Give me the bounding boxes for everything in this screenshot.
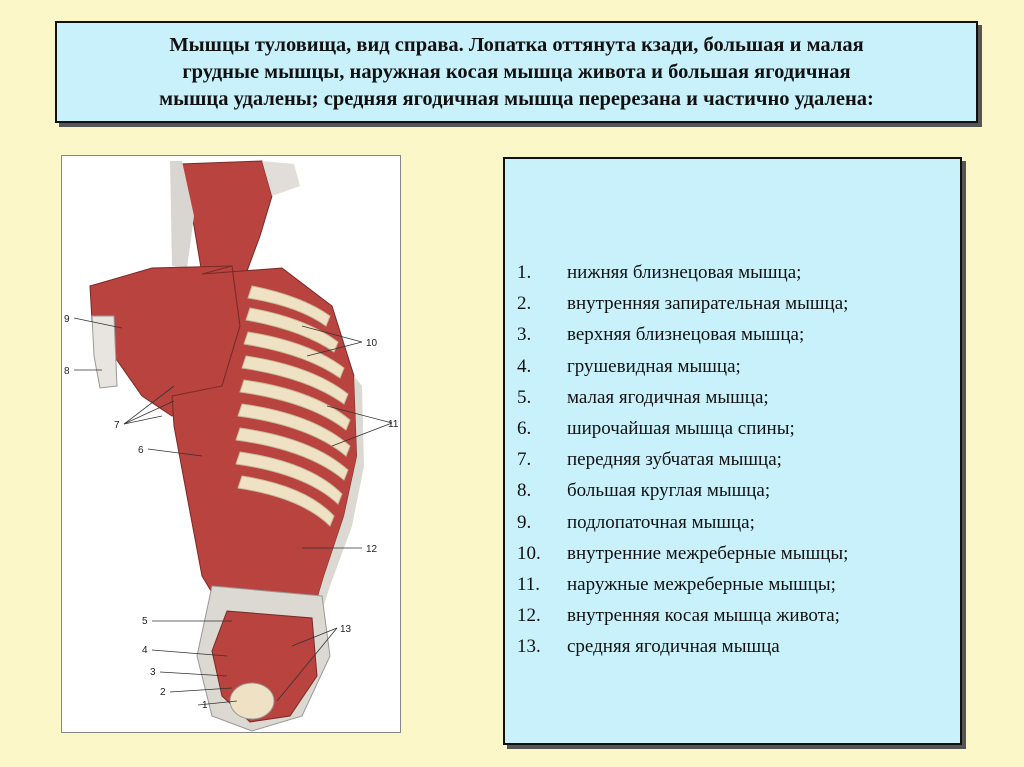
anatomy-drawing — [62, 156, 402, 734]
legend-box — [503, 157, 962, 745]
label-2: 2 — [160, 687, 166, 698]
legend-item — [517, 538, 848, 569]
legend-item — [517, 351, 848, 382]
legend-item — [517, 257, 848, 288]
label-4: 4 — [142, 645, 148, 656]
legend-number: 11. — [517, 574, 541, 596]
legend-item — [517, 600, 848, 631]
label-11: 11 — [388, 419, 399, 430]
legend-text: внутренние межреберные мышцы; — [567, 542, 849, 564]
legend-text: средняя ягодичная мышца — [567, 636, 780, 658]
legend-number: 1. — [517, 262, 532, 283]
legend-item — [517, 288, 848, 319]
humerus-stump — [92, 316, 117, 388]
legend-item — [517, 444, 848, 475]
legend-list — [517, 257, 848, 663]
label-6: 6 — [138, 445, 144, 456]
legend-item — [517, 413, 848, 444]
label-5: 5 — [142, 616, 148, 627]
slide-title-box — [55, 21, 978, 123]
legend-text: широчайшая мышца спины; — [567, 418, 795, 440]
neck-muscles — [180, 161, 272, 274]
label-13: 13 — [340, 624, 352, 635]
anatomy-illustration — [61, 155, 401, 733]
legend-item — [517, 569, 848, 600]
legend-text: верхняя близнецовая мышца; — [567, 324, 805, 346]
legend-text: нижняя близнецовая мышца; — [567, 262, 802, 283]
title-line-3: мышца удалены; средняя ягодичная мышца перерезана и частично удалена: — [159, 87, 874, 110]
legend-number: 8. — [517, 480, 532, 502]
legend-number: 5. — [517, 386, 532, 408]
label-1: 1 — [202, 700, 208, 711]
legend-number: 6. — [517, 418, 532, 440]
label-3: 3 — [150, 667, 156, 678]
legend-text: наружные межреберные мышцы; — [567, 574, 836, 596]
legend-number: 10. — [517, 542, 541, 564]
slide-title — [145, 32, 888, 113]
legend-item — [517, 631, 848, 662]
label-7: 7 — [114, 420, 120, 431]
title-line-2: грудные мышцы, наружная косая мышца живота и большая ягодичная — [182, 60, 851, 83]
legend-number: 9. — [517, 511, 532, 533]
legend-text: подлопаточная мышца; — [567, 511, 755, 533]
legend-number: 4. — [517, 355, 532, 377]
legend-item — [517, 507, 848, 538]
label-12: 12 — [366, 544, 378, 555]
legend-item — [517, 475, 848, 506]
legend-text: малая ягодичная мышца; — [567, 386, 769, 408]
legend-text: внутренняя косая мышца живота; — [567, 605, 840, 627]
legend-text: большая круглая мышца; — [567, 480, 771, 502]
legend-number: 12. — [517, 605, 541, 627]
label-10: 10 — [366, 338, 378, 349]
legend-number: 2. — [517, 293, 532, 315]
label-9: 9 — [64, 314, 70, 325]
legend-text: внутренняя запирательная мышца; — [567, 293, 849, 315]
legend-item — [517, 319, 848, 350]
legend-number: 3. — [517, 324, 532, 346]
legend-number: 13. — [517, 636, 541, 658]
legend-text: передняя зубчатая мышца; — [567, 449, 782, 471]
legend-item — [517, 382, 848, 413]
title-line-1: Мышцы туловища, вид справа. Лопатка оттянута кзади, большая и малая — [169, 33, 864, 56]
legend-text: грушевидная мышца; — [567, 355, 741, 377]
legend-number: 7. — [517, 449, 532, 471]
label-8: 8 — [64, 366, 70, 377]
